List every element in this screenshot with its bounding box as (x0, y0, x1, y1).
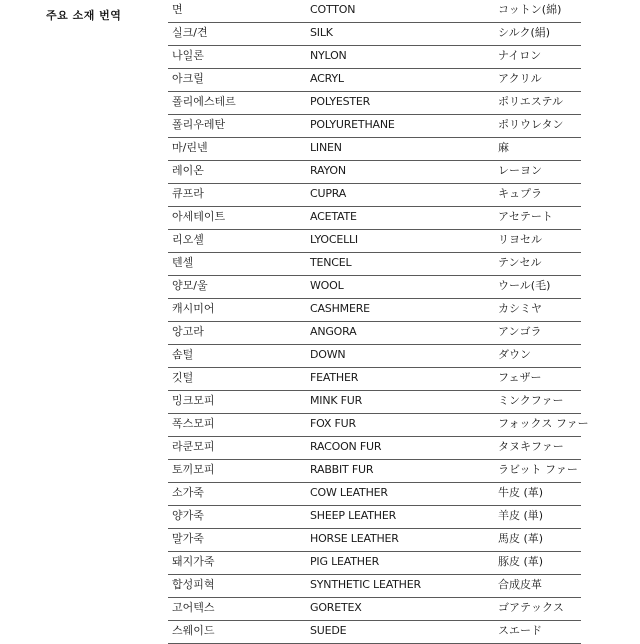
english-term: COW LEATHER (310, 486, 388, 499)
table-row (168, 391, 581, 414)
english-term: CASHMERE (310, 302, 370, 315)
table-row (168, 115, 581, 138)
korean-term: 토끼모피 (172, 463, 215, 476)
english-term: TENCEL (310, 256, 352, 269)
japanese-term: 牛皮 (革) (498, 486, 544, 499)
japanese-term: ダウン (498, 348, 531, 361)
japanese-term: アンゴラ (498, 325, 542, 338)
japanese-term: リヨセル (498, 233, 542, 246)
korean-term: 돼지가죽 (172, 555, 215, 568)
table-row (168, 276, 581, 299)
japanese-term: 合成皮革 (498, 578, 542, 591)
japanese-term: ラビット ファー (498, 463, 578, 476)
english-term: DOWN (310, 348, 346, 361)
material-translation-table (168, 0, 589, 644)
page-title: 주요 소재 번역 (46, 9, 122, 22)
table-row (168, 138, 581, 161)
korean-term: 나일론 (172, 49, 204, 62)
table-row (168, 253, 581, 276)
japanese-term: ポリウレタン (498, 118, 564, 131)
japanese-term: フェザー (498, 371, 542, 384)
korean-term: 큐프라 (172, 187, 204, 200)
korean-term: 캐시미어 (172, 302, 215, 315)
korean-term: 소가죽 (172, 486, 204, 499)
english-term: RABBIT FUR (310, 463, 374, 476)
japanese-term: 麻 (498, 141, 509, 154)
table-row (168, 621, 581, 644)
table-row (168, 69, 581, 92)
table-row (168, 368, 581, 391)
japanese-term: キュプラ (498, 187, 542, 200)
korean-term: 스웨이드 (172, 624, 215, 637)
table-row (168, 322, 581, 345)
korean-term: 리오셀 (172, 233, 204, 246)
korean-term: 앙고라 (172, 325, 204, 338)
english-term: RACOON FUR (310, 440, 382, 453)
table-row (168, 598, 581, 621)
japanese-term: シルク(絹) (498, 26, 551, 39)
korean-term: 레이온 (172, 164, 204, 177)
table-row (168, 460, 581, 483)
english-term: LINEN (310, 141, 342, 154)
korean-term: 양가죽 (172, 509, 204, 522)
table-row (168, 299, 581, 322)
korean-term: 깃털 (172, 371, 194, 384)
table-row (168, 483, 581, 506)
japanese-term: レーヨン (498, 164, 542, 177)
english-term: HORSE LEATHER (310, 532, 399, 545)
english-term: FOX FUR (310, 417, 356, 430)
english-term: ACETATE (310, 210, 357, 223)
table-row (168, 345, 581, 368)
english-term: SHEEP LEATHER (310, 509, 397, 522)
japanese-term: テンセル (498, 256, 542, 269)
table-row (168, 575, 581, 598)
english-term: SYNTHETIC LEATHER (310, 578, 421, 591)
table-row (168, 184, 581, 207)
table-row (168, 46, 581, 69)
table-row (168, 230, 581, 253)
korean-term: 텐셀 (172, 256, 194, 269)
table-row (168, 23, 581, 46)
korean-term: 폴리에스테르 (172, 95, 236, 108)
english-term: SILK (310, 26, 333, 39)
english-term: CUPRA (310, 187, 347, 200)
english-term: ACRYL (310, 72, 344, 85)
japanese-term: ウール(毛) (498, 279, 551, 292)
english-term: ANGORA (310, 325, 357, 338)
korean-term: 고어텍스 (172, 601, 215, 614)
table-row (168, 437, 581, 460)
korean-term: 아세테이트 (172, 210, 226, 223)
english-term: WOOL (310, 279, 344, 292)
table-row (168, 92, 581, 115)
japanese-term: ナイロン (498, 49, 542, 62)
japanese-term: スエード (498, 624, 542, 637)
japanese-term: 羊皮 (単) (498, 509, 544, 522)
english-term: LYOCELLI (310, 233, 358, 246)
japanese-term: 豚皮 (革) (498, 555, 544, 568)
table-row (168, 552, 581, 575)
english-term: POLYURETHANE (310, 118, 395, 131)
english-term: NYLON (310, 49, 347, 62)
japanese-term: コットン(綿) (498, 3, 562, 16)
japanese-term: 馬皮 (革) (498, 532, 544, 545)
table-row (168, 414, 589, 437)
english-term: PIG LEATHER (310, 555, 380, 568)
english-term: GORETEX (310, 601, 362, 614)
japanese-term: カシミヤ (498, 302, 542, 315)
table-row (168, 0, 581, 23)
table-row (168, 161, 581, 184)
english-term: FEATHER (310, 371, 359, 384)
korean-term: 합성피혁 (172, 578, 215, 591)
korean-term: 실크/견 (172, 26, 208, 39)
korean-term: 폭스모피 (172, 417, 215, 430)
korean-term: 밍크모피 (172, 394, 215, 407)
japanese-term: ポリエステル (498, 95, 564, 108)
table-row (168, 207, 581, 230)
korean-term: 솜털 (172, 348, 194, 361)
korean-term: 아크릴 (172, 72, 204, 85)
english-term: RAYON (310, 164, 346, 177)
japanese-term: アクリル (498, 72, 542, 85)
japanese-term: アセテート (498, 210, 553, 223)
korean-term: 라쿤모피 (172, 440, 215, 453)
table-row (168, 529, 581, 552)
english-term: POLYESTER (310, 95, 371, 108)
japanese-term: タヌキファー (498, 440, 564, 453)
japanese-term: ミンクファー (498, 394, 564, 407)
english-term: MINK FUR (310, 394, 363, 407)
english-term: COTTON (310, 3, 356, 16)
korean-term: 면 (172, 3, 183, 16)
japanese-term: ゴアテックス (498, 601, 564, 614)
japanese-term: フォックス ファー (498, 417, 589, 430)
korean-term: 말가죽 (172, 532, 204, 545)
korean-term: 마/린넨 (172, 141, 208, 154)
table-row (168, 506, 581, 529)
korean-term: 폴리우레탄 (172, 118, 226, 131)
korean-term: 양모/울 (172, 279, 208, 292)
english-term: SUEDE (310, 624, 347, 637)
